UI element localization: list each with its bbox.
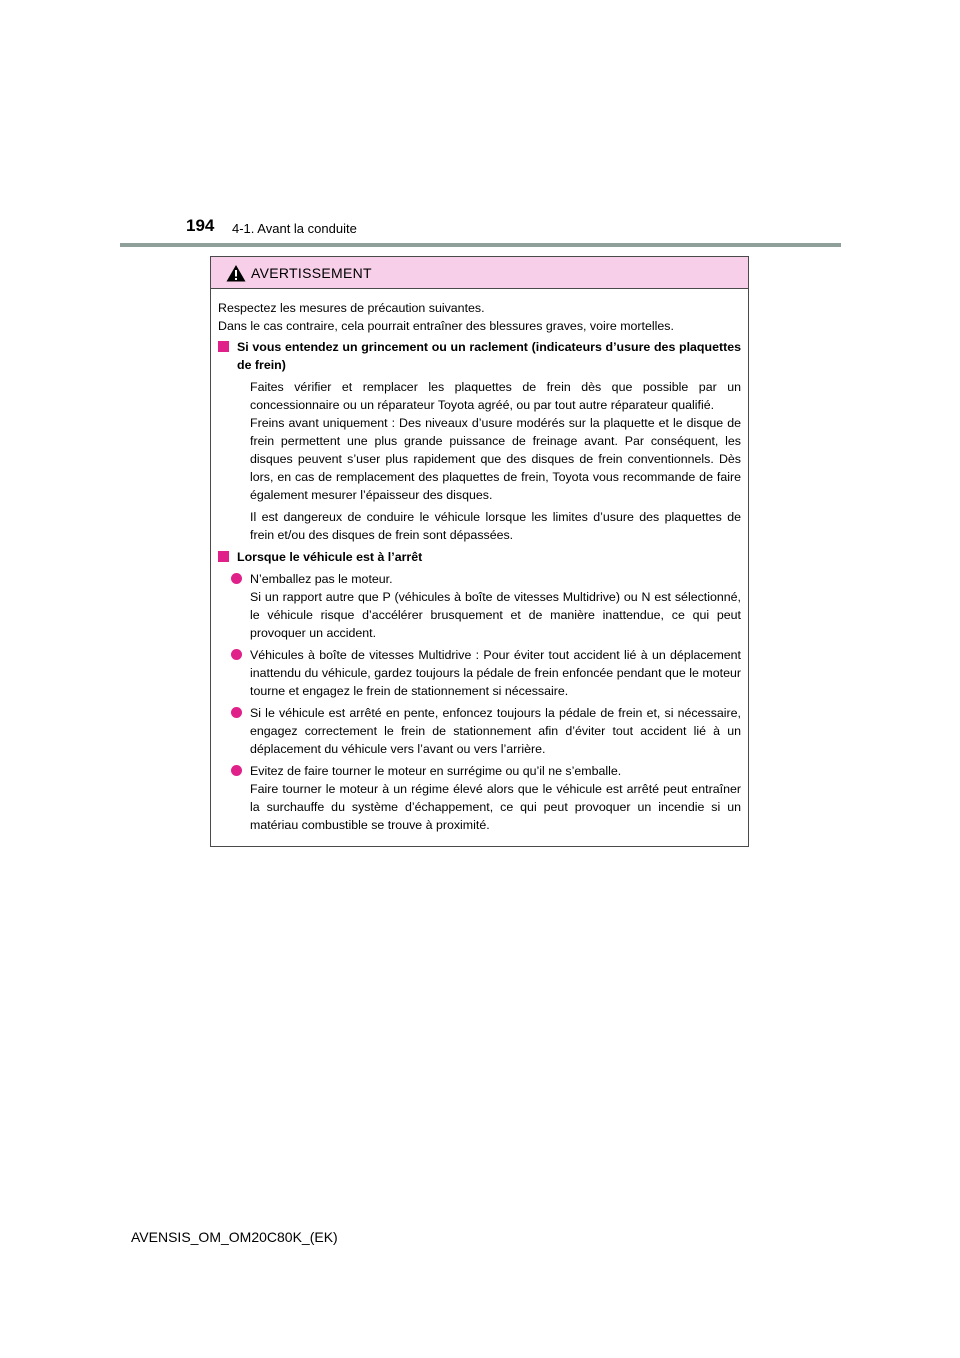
- header-rule: [120, 243, 841, 247]
- square-bullet-icon: [218, 551, 229, 562]
- list-item-text: [250, 762, 741, 834]
- list-item-body: Si le véhicule est arrêté en pente, enfoncez toujours la pédale de frein et, si nécessaire, engagez correctement le frein de stationnement afin d’éviter tout accident lié à un déplacement du véhicule vers l’avant ou vers l’arrière.: [250, 706, 741, 756]
- warning-triangle-icon: [226, 264, 246, 282]
- list-item-lead: Evitez de faire tourner le moteur en surrégime ou qu’il ne s’emballe.: [250, 764, 622, 778]
- page-number: 194: [186, 216, 215, 235]
- subheading-text: Lorsque le véhicule est à l’arrêt: [237, 550, 423, 564]
- square-bullet-icon: [218, 341, 229, 352]
- subheading-text: Si vous entendez un grincement ou un raclement (indicateurs d’usure des plaquettes de frein): [237, 340, 741, 372]
- list-item: [231, 762, 741, 834]
- intro-line-1: Respectez les mesures de précaution suivantes.: [218, 301, 485, 315]
- paragraph: [250, 378, 741, 504]
- subheading-vehicle-stopped: [218, 548, 741, 566]
- list-item-body: Véhicules à boîte de vitesses Multidrive : Pour éviter tout accident lié à un déplacement inattendu du véhicule, gardez toujours la pédale de frein enfoncée pendant que le moteur tourne et engagez le frein de stationnement si nécessaire.: [250, 648, 741, 698]
- list-item: [231, 646, 741, 700]
- subheading-brake-noise: [218, 338, 741, 374]
- warning-title: AVERTISSEMENT: [251, 264, 372, 281]
- list-item: [231, 570, 741, 642]
- round-bullet-icon: [231, 765, 242, 776]
- list-item-text: [250, 570, 741, 642]
- round-bullet-icon: [231, 707, 242, 718]
- warning-body: [211, 289, 748, 834]
- round-bullet-icon: [231, 649, 242, 660]
- list-item-lead: N’emballez pas le moteur.: [250, 572, 393, 586]
- paragraph-text: Freins avant uniquement : Des niveaux d’usure modérés sur la plaquette et le disque de frein permettent une plus grande puissance de freinage avant. Par conséquent, les disques peuvent s’user plus rapidement que des disques de frein conventionnels. Dès lors, en cas de remplacement des plaquettes de frein, Toyota vous recommande de faire également mesurer l’épaisseur des disques.: [250, 416, 741, 502]
- list-item-body: Si un rapport autre que P (véhicules à boîte de vitesses Multidrive) ou N est sélectionné, le véhicule risque d’accélérer brusquement et de manière inattendue, ce qui peut provoquer un accident.: [250, 590, 741, 640]
- list-item-body: Faire tourner le moteur à un régime élevé alors que le véhicule est arrêté peut entraîner la surchauffe du système d’échappement, ce qui peut provoquer un incendie si un matériau combustible se trouve à proximité.: [250, 782, 741, 832]
- paragraph: Il est dangereux de conduire le véhicule lorsque les limites d’usure des plaquettes de frein et/ou des disques de frein sont dépassées.: [250, 510, 741, 542]
- warning-intro: [218, 299, 741, 335]
- warning-box: [210, 256, 749, 847]
- section-title: 4-1. Avant la conduite: [232, 221, 357, 236]
- footer-code: AVENSIS_OM_OM20C80K_(EK): [131, 1229, 338, 1245]
- warning-header: [211, 257, 748, 289]
- intro-line-2: Dans le cas contraire, cela pourrait entraîner des blessures graves, voire mortelles.: [218, 319, 674, 333]
- paragraph-text: Faites vérifier et remplacer les plaquettes de frein dès que possible par un concessionnaire ou un réparateur Toyota agréé, ou par tout autre réparateur qualifié.: [250, 380, 741, 412]
- round-bullet-icon: [231, 573, 242, 584]
- list-item: [231, 704, 741, 758]
